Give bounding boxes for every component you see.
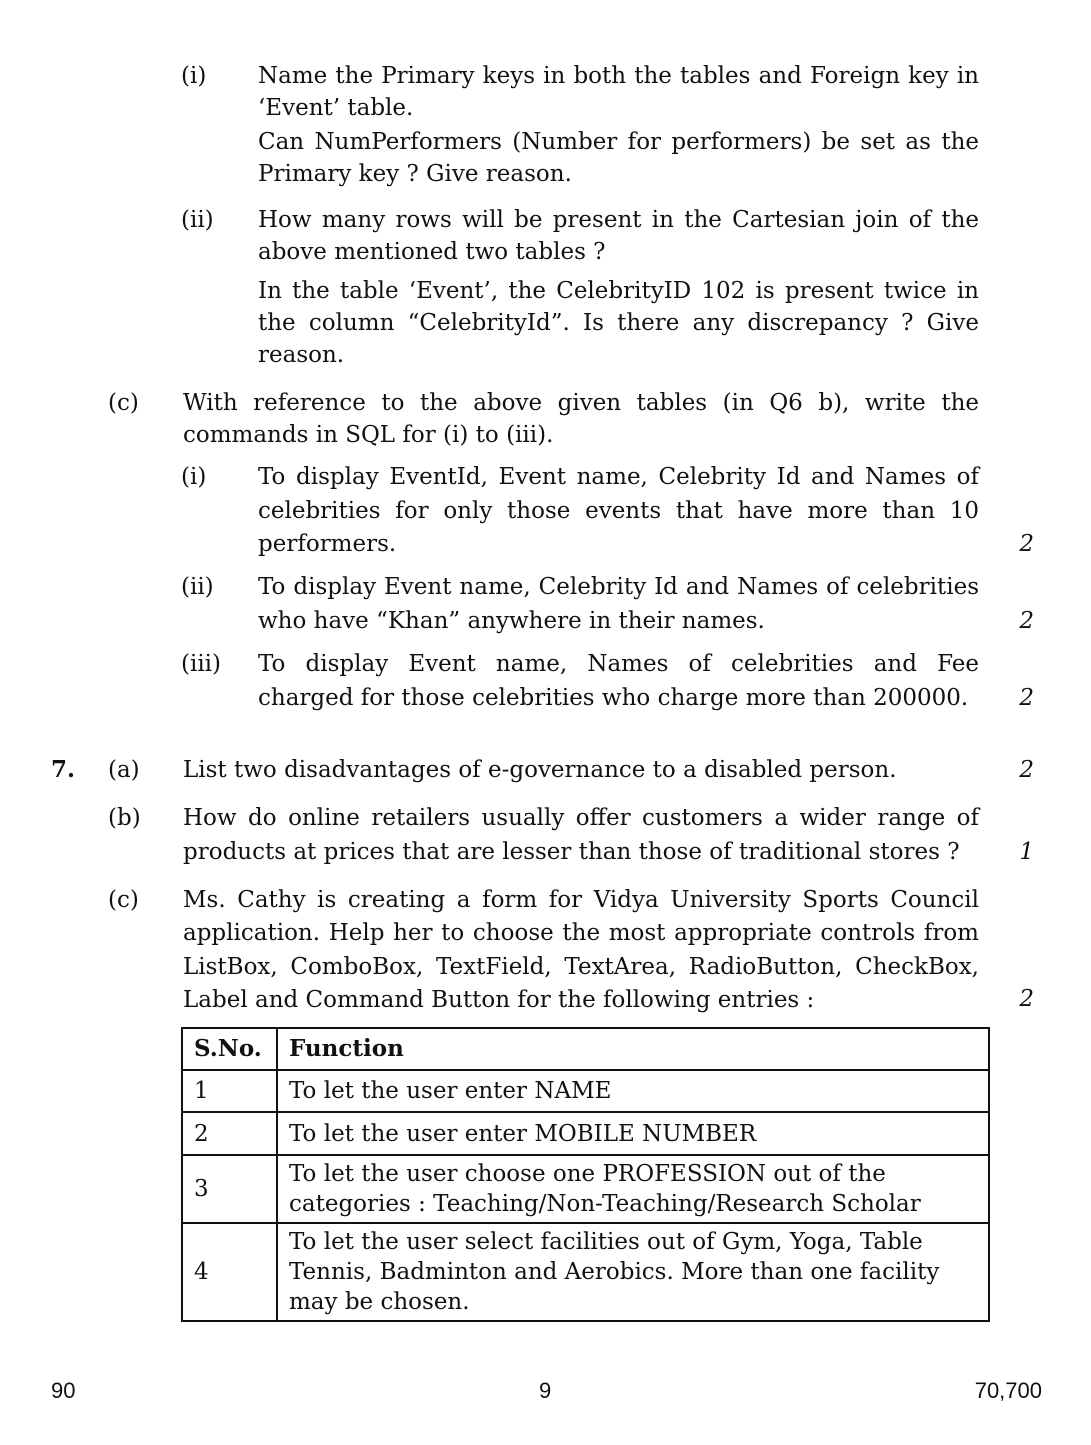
marks-q7-c: 2 [1019,986,1034,1012]
table-cell-function: To let the user enter NAME [277,1070,989,1112]
part-label-7c: (c) [108,887,139,913]
q6-c-iii-text: To display Event name, Names of celebrities and Fee charged for those celebrities who charge more than 200000. [258,651,979,711]
q7-a-text: List two disadvantages of e-governance to a disabled person. [183,757,897,783]
q6-b-ii-text-1: How many rows will be present in the Cartesian join of the above mentioned two tables ? [258,207,979,265]
table-row [182,1223,989,1321]
q6-b-i-text-2: Can NumPerformers (Number for performers) be set as the Primary key ? Give reason. [258,129,979,187]
table-header-sno: S.No. [182,1028,277,1070]
table-cell-function: To let the user enter MOBILE NUMBER [277,1112,989,1155]
q6-c-text: With reference to the above given tables (in Q6 b), write the commands in SQL for (i) to (iii). [183,390,979,448]
footer-serial: 70,700 [974,1378,1042,1403]
table-cell-function: To let the user select facilities out of Gym, Yoga, Table Tennis, Badminton and Aerobics. More than one facility may be chosen. [277,1223,989,1321]
table-cell-function: To let the user choose one PROFESSION out of the categories : Teaching/Non-Teaching/Research Scholar [277,1155,989,1223]
table-cell-sno: 1 [182,1070,277,1112]
controls-table [181,1027,990,1322]
part-label-c: (c) [108,390,139,416]
q6-b-ii-text-2: In the table ‘Event’, the CelebrityID 102 is present twice in the column “CelebrityId”. Is there any discrepancy ? Give reason. [258,278,979,368]
table-cell-sno: 2 [182,1112,277,1155]
q7-b-text: How do online retailers usually offer customers a wider range of products at prices that are lesser than those of traditional stores ? [183,805,979,865]
marks-q6-c-ii: 2 [1019,608,1034,634]
q6-c-ii-text: To display Event name, Celebrity Id and Names of celebrities who have “Khan” anywhere in their names. [258,574,979,634]
table-cell-sno: 4 [182,1223,277,1321]
table-cell-sno: 3 [182,1155,277,1223]
part-label-7b: (b) [108,805,141,831]
item-label-c-iii: (iii) [181,651,222,677]
table-row [182,1070,989,1112]
question-number-7: 7. [51,756,76,783]
marks-q6-c-iii: 2 [1019,685,1034,711]
table-row [182,1155,989,1223]
q6-b-i-text-1: Name the Primary keys in both the tables and Foreign key in ‘Event’ table. [258,63,979,121]
item-label-c-ii: (ii) [181,574,214,600]
footer-page-number: 9 [539,1378,552,1403]
part-label-7a: (a) [108,757,140,783]
marks-q7-b: 1 [1019,839,1034,865]
q6-c-i-text: To display EventId, Event name, Celebrity Id and Names of celebrities for only those events that have more than 10 performers. [258,464,979,557]
item-label-b-i: (i) [181,63,207,89]
table-header-row [182,1028,989,1070]
item-label-c-i: (i) [181,464,207,490]
table-row [182,1112,989,1155]
marks-q6-c-i: 2 [1019,531,1034,557]
marks-q7-a: 2 [1019,757,1034,783]
item-label-b-ii: (ii) [181,207,214,233]
q7-c-text: Ms. Cathy is creating a form for Vidya University Sports Council application. Help her to choose the most appropriate controls from ListBox, ComboBox, TextField, TextArea, RadioButton, CheckBox, Label and Command Button for the following entries : [183,887,979,1013]
footer-code: 90 [51,1378,76,1403]
table-header-function: Function [277,1028,989,1070]
